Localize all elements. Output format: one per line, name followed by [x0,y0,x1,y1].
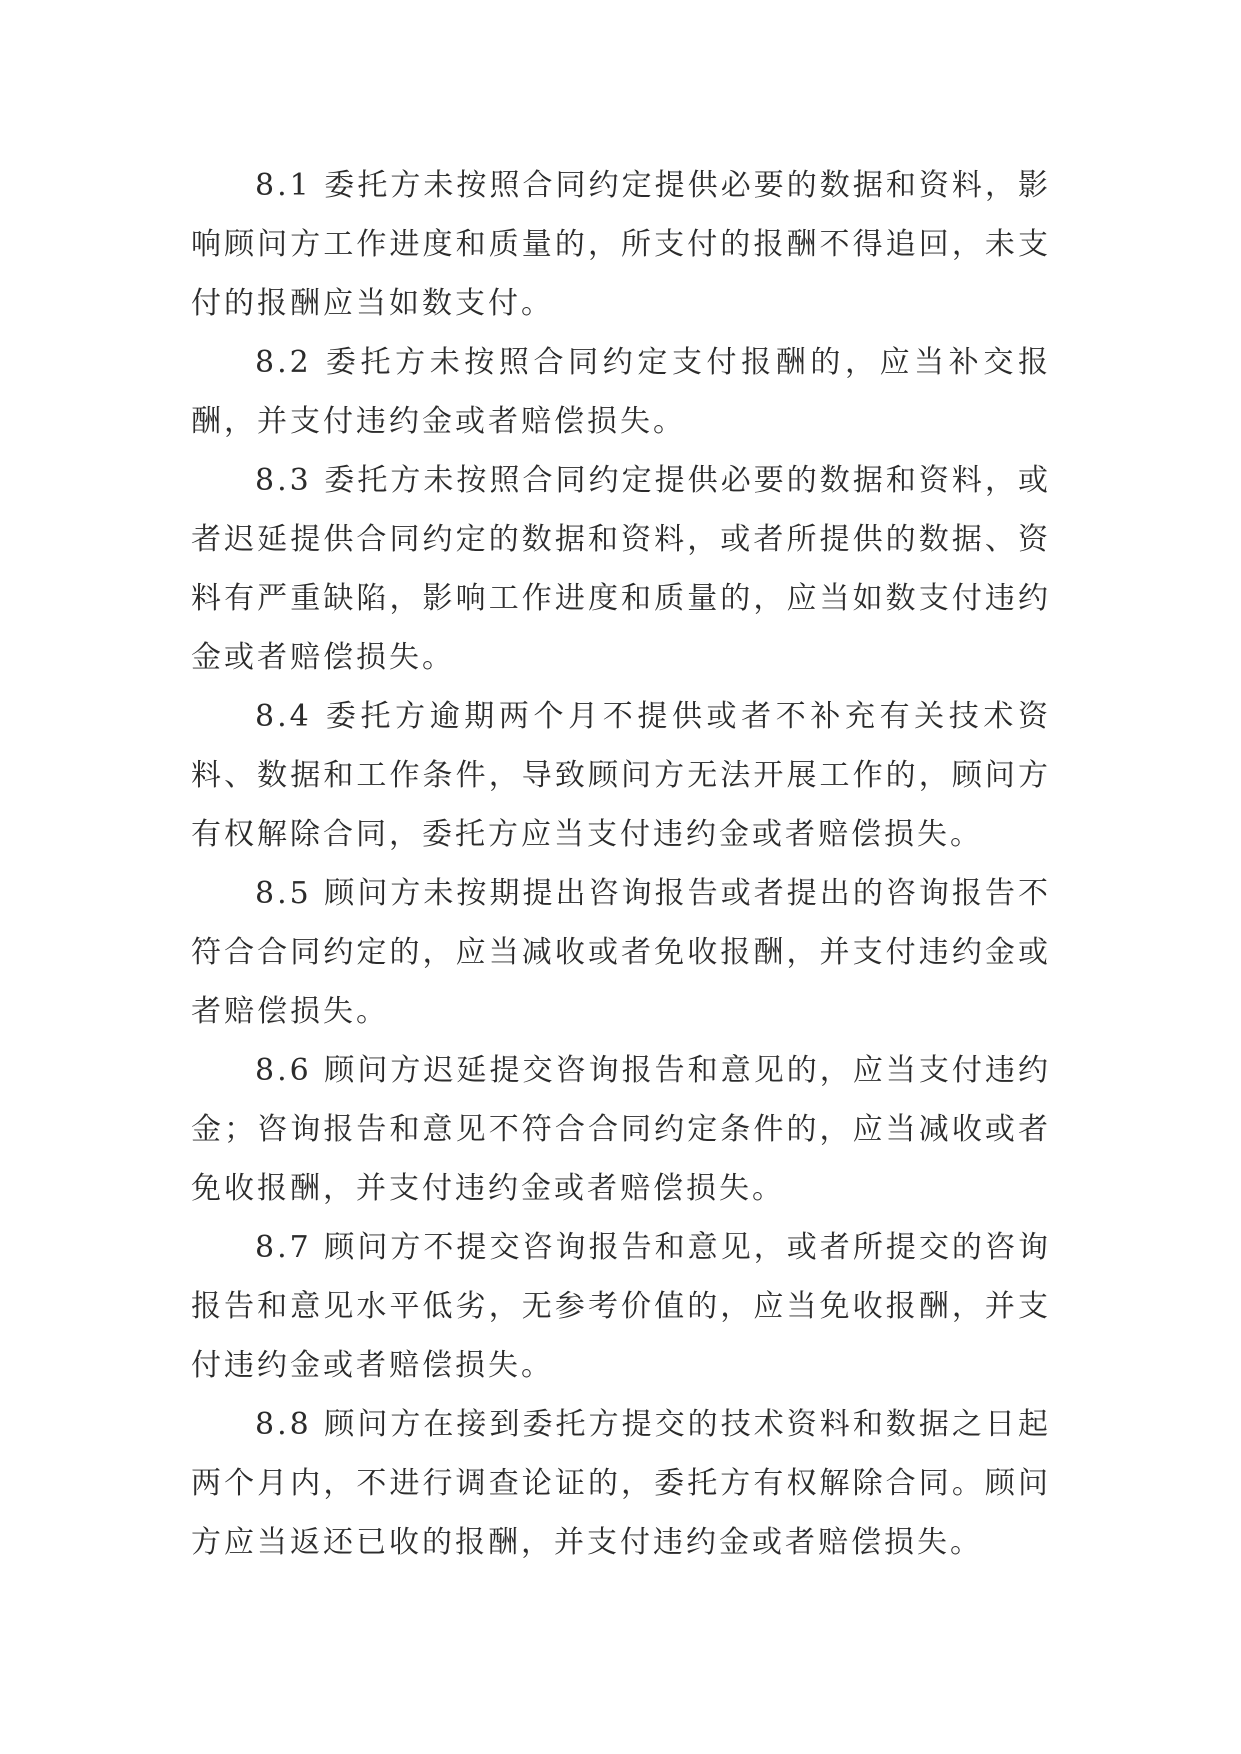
clause-text: 顾问方在接到委托方提交的技术资料和数据之日起两个月内，不进行调查论证的，委托方有权解除合同。顾问方应当返还已收的报酬，并支付违约金或者赔偿损失。 [191,1407,1051,1560]
clause-8-8 [191,1395,1051,1572]
document-body [191,156,1051,1572]
clause-8-6 [191,1041,1051,1218]
clause-number: 8.4 [255,699,312,734]
clause-8-3 [191,451,1051,687]
clause-number: 8.2 [255,345,312,380]
clause-number: 8.7 [255,1230,312,1265]
clause-8-2 [191,333,1051,451]
clause-text: 委托方逾期两个月不提供或者不补充有关技术资料、数据和工作条件，导致顾问方无法开展工作的，顾问方有权解除合同，委托方应当支付违约金或者赔偿损失。 [191,699,1052,852]
clause-number: 8.3 [255,463,312,498]
clause-8-4 [191,687,1051,864]
clause-text: 顾问方不提交咨询报告和意见，或者所提交的咨询报告和意见水平低劣，无参考价值的，应当免收报酬，并支付违约金或者赔偿损失。 [191,1230,1051,1383]
clause-text: 顾问方迟延提交咨询报告和意见的，应当支付违约金；咨询报告和意见不符合合同约定条件的，应当减收或者免收报酬，并支付违约金或者赔偿损失。 [191,1053,1051,1206]
clause-number: 8.5 [255,876,312,911]
clause-text: 顾问方未按期提出咨询报告或者提出的咨询报告不符合合同约定的，应当减收或者免收报酬，并支付违约金或者赔偿损失。 [191,876,1051,1029]
clause-text: 委托方未按照合同约定支付报酬的，应当补交报酬，并支付违约金或者赔偿损失。 [191,345,1052,439]
clause-text: 委托方未按照合同约定提供必要的数据和资料，影响顾问方工作进度和质量的，所支付的报酬不得追回，未支付的报酬应当如数支付。 [191,168,1051,321]
clause-number: 8.6 [255,1053,312,1088]
clause-8-7 [191,1218,1051,1395]
clause-8-5 [191,864,1051,1041]
clause-text: 委托方未按照合同约定提供必要的数据和资料，或者迟延提供合同约定的数据和资料，或者所提供的数据、资料有严重缺陷，影响工作进度和质量的，应当如数支付违约金或者赔偿损失。 [191,463,1051,675]
clause-number: 8.1 [255,168,312,203]
clause-number: 8.8 [255,1407,312,1442]
clause-8-1 [191,156,1051,333]
